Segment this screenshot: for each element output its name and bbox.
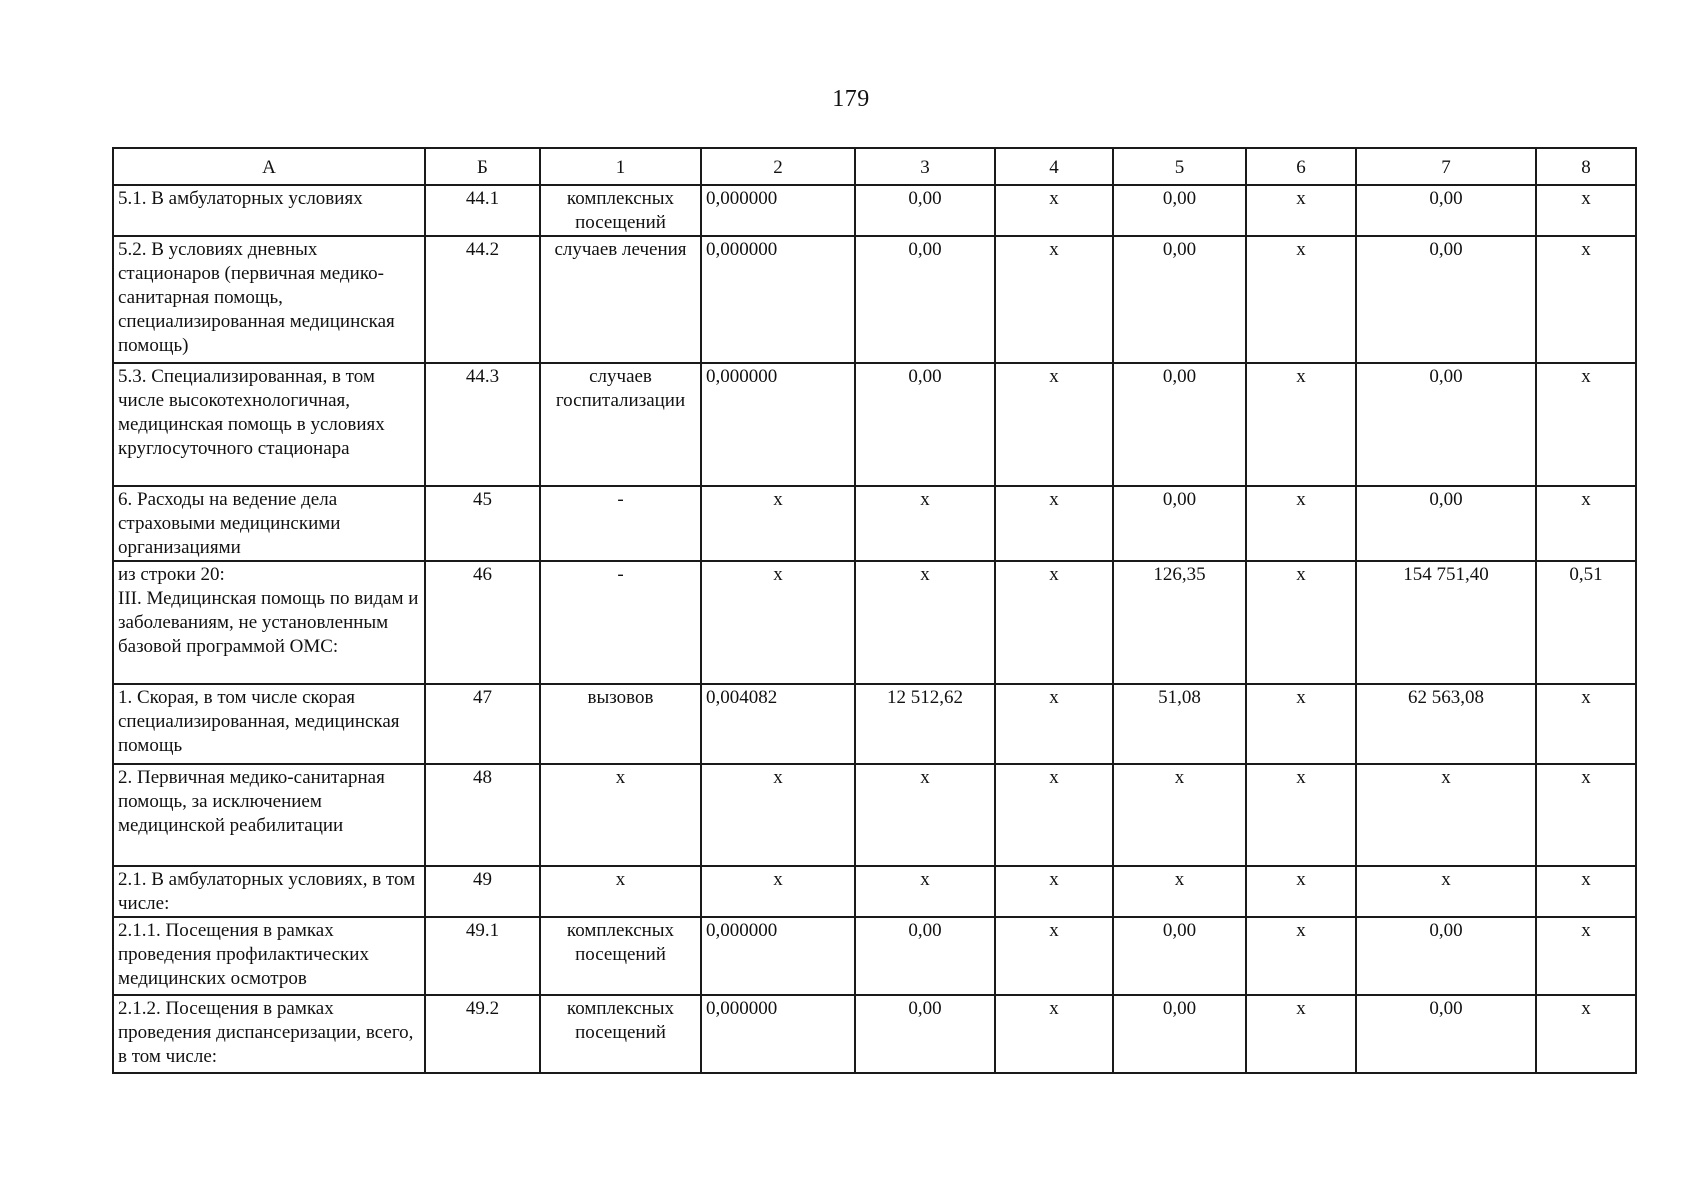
row-title-cell: 2.1. В амбулаторных условиях, в том числе: xyxy=(113,866,425,917)
value-cell-6: х xyxy=(1246,236,1356,363)
value-cell-3: 0,00 xyxy=(855,236,995,363)
value-cell-7: 0,00 xyxy=(1356,185,1536,236)
unit-cell: вызовов xyxy=(540,684,701,764)
unit-cell: - xyxy=(540,561,701,684)
row-code-cell: 49 xyxy=(425,866,540,917)
value-cell-8: х xyxy=(1536,917,1636,995)
row-title-cell: 5.1. В амбулаторных условиях xyxy=(113,185,425,236)
unit-cell: комплексных посещений xyxy=(540,917,701,995)
value-cell-6: х xyxy=(1246,917,1356,995)
row-code-cell: 49.2 xyxy=(425,995,540,1073)
value-cell-4: х xyxy=(995,185,1113,236)
value-cell-2: х xyxy=(701,561,855,684)
value-cell-2: 0,000000 xyxy=(701,995,855,1073)
row-title-cell: 5.2. В условиях дневных стационаров (первичная медико-санитарная помощь, специализированная медицинская помощь) xyxy=(113,236,425,363)
value-cell-7: 0,00 xyxy=(1356,236,1536,363)
value-cell-4: х xyxy=(995,764,1113,866)
value-cell-4: х xyxy=(995,363,1113,486)
value-cell-4: х xyxy=(995,561,1113,684)
value-cell-6: х xyxy=(1246,866,1356,917)
header-col-1: 1 xyxy=(540,148,701,185)
row-title-cell: 2.1.2. Посещения в рамках проведения диспансеризации, всего, в том числе: xyxy=(113,995,425,1073)
value-cell-8: х xyxy=(1536,995,1636,1073)
value-cell-8: х xyxy=(1536,236,1636,363)
table-row xyxy=(113,684,1636,764)
row-code-cell: 46 xyxy=(425,561,540,684)
page-number: 179 xyxy=(832,86,870,112)
row-code-cell: 47 xyxy=(425,684,540,764)
row-code-cell: 49.1 xyxy=(425,917,540,995)
value-cell-2: 0,000000 xyxy=(701,185,855,236)
value-cell-5: 51,08 xyxy=(1113,684,1246,764)
data-table xyxy=(112,147,1637,1074)
table-row xyxy=(113,486,1636,561)
table-row xyxy=(113,917,1636,995)
row-title-cell: 2.1.1. Посещения в рамках проведения профилактических медицинских осмотров xyxy=(113,917,425,995)
unit-cell: комплексных посещений xyxy=(540,995,701,1073)
table-row xyxy=(113,866,1636,917)
row-title-cell: 6. Расходы на ведение дела страховыми медицинскими организациями xyxy=(113,486,425,561)
table-row xyxy=(113,185,1636,236)
value-cell-5: 0,00 xyxy=(1113,185,1246,236)
value-cell-2: х xyxy=(701,866,855,917)
value-cell-6: х xyxy=(1246,486,1356,561)
value-cell-6: х xyxy=(1246,764,1356,866)
value-cell-8: 0,51 xyxy=(1536,561,1636,684)
value-cell-3: 0,00 xyxy=(855,917,995,995)
value-cell-3: 12 512,62 xyxy=(855,684,995,764)
value-cell-8: х xyxy=(1536,764,1636,866)
table-row xyxy=(113,561,1636,684)
value-cell-2: 0,000000 xyxy=(701,917,855,995)
value-cell-2: х xyxy=(701,486,855,561)
value-cell-7: х xyxy=(1356,866,1536,917)
value-cell-6: х xyxy=(1246,363,1356,486)
value-cell-5: 126,35 xyxy=(1113,561,1246,684)
header-col-4: 4 xyxy=(995,148,1113,185)
value-cell-5: 0,00 xyxy=(1113,995,1246,1073)
value-cell-3: х xyxy=(855,486,995,561)
header-col-3: 3 xyxy=(855,148,995,185)
value-cell-7: 0,00 xyxy=(1356,486,1536,561)
table-row xyxy=(113,363,1636,486)
value-cell-7: 0,00 xyxy=(1356,995,1536,1073)
value-cell-5: 0,00 xyxy=(1113,363,1246,486)
value-cell-3: х xyxy=(855,866,995,917)
value-cell-7: 62 563,08 xyxy=(1356,684,1536,764)
value-cell-7: 0,00 xyxy=(1356,363,1536,486)
unit-cell: х xyxy=(540,866,701,917)
header-col-6: 6 xyxy=(1246,148,1356,185)
row-code-cell: 44.1 xyxy=(425,185,540,236)
header-row xyxy=(113,148,1636,185)
header-col-a: А xyxy=(113,148,425,185)
value-cell-5: х xyxy=(1113,764,1246,866)
value-cell-4: х xyxy=(995,866,1113,917)
header-col-5: 5 xyxy=(1113,148,1246,185)
row-code-cell: 44.2 xyxy=(425,236,540,363)
value-cell-5: 0,00 xyxy=(1113,486,1246,561)
value-cell-6: х xyxy=(1246,185,1356,236)
row-code-cell: 48 xyxy=(425,764,540,866)
value-cell-4: х xyxy=(995,684,1113,764)
value-cell-6: х xyxy=(1246,684,1356,764)
unit-cell: случаев госпитализации xyxy=(540,363,701,486)
header-col-b: Б xyxy=(425,148,540,185)
value-cell-6: х xyxy=(1246,561,1356,684)
value-cell-8: х xyxy=(1536,363,1636,486)
table-row xyxy=(113,236,1636,363)
value-cell-2: 0,000000 xyxy=(701,236,855,363)
table-row xyxy=(113,995,1636,1073)
unit-cell: комплексных посещений xyxy=(540,185,701,236)
value-cell-2: 0,004082 xyxy=(701,684,855,764)
unit-cell: - xyxy=(540,486,701,561)
value-cell-6: х xyxy=(1246,995,1356,1073)
row-code-cell: 44.3 xyxy=(425,363,540,486)
value-cell-2: х xyxy=(701,764,855,866)
value-cell-3: 0,00 xyxy=(855,363,995,486)
value-cell-4: х xyxy=(995,236,1113,363)
value-cell-5: 0,00 xyxy=(1113,236,1246,363)
row-code-cell: 45 xyxy=(425,486,540,561)
value-cell-4: х xyxy=(995,995,1113,1073)
unit-cell: х xyxy=(540,764,701,866)
value-cell-3: х xyxy=(855,764,995,866)
row-title-cell: 1. Скорая, в том числе скорая специализированная, медицинская помощь xyxy=(113,684,425,764)
unit-cell: случаев лечения xyxy=(540,236,701,363)
value-cell-8: х xyxy=(1536,486,1636,561)
value-cell-4: х xyxy=(995,917,1113,995)
value-cell-8: х xyxy=(1536,866,1636,917)
header-col-2: 2 xyxy=(701,148,855,185)
row-title-cell: из строки 20: III. Медицинская помощь по видам и заболеваниям, не установленным базовой программой ОМС: xyxy=(113,561,425,684)
row-title-cell: 5.3. Специализированная, в том числе высокотехнологичная, медицинская помощь в условиях круглосуточного стационара xyxy=(113,363,425,486)
value-cell-7: 0,00 xyxy=(1356,917,1536,995)
value-cell-3: 0,00 xyxy=(855,995,995,1073)
value-cell-7: 154 751,40 xyxy=(1356,561,1536,684)
value-cell-4: х xyxy=(995,486,1113,561)
value-cell-5: х xyxy=(1113,866,1246,917)
value-cell-5: 0,00 xyxy=(1113,917,1246,995)
header-col-7: 7 xyxy=(1356,148,1536,185)
value-cell-7: х xyxy=(1356,764,1536,866)
row-title-cell: 2. Первичная медико-санитарная помощь, за исключением медицинской реабилитации xyxy=(113,764,425,866)
value-cell-2: 0,000000 xyxy=(701,363,855,486)
table-row xyxy=(113,764,1636,866)
value-cell-8: х xyxy=(1536,185,1636,236)
value-cell-3: х xyxy=(855,561,995,684)
header-col-8: 8 xyxy=(1536,148,1636,185)
value-cell-3: 0,00 xyxy=(855,185,995,236)
value-cell-8: х xyxy=(1536,684,1636,764)
